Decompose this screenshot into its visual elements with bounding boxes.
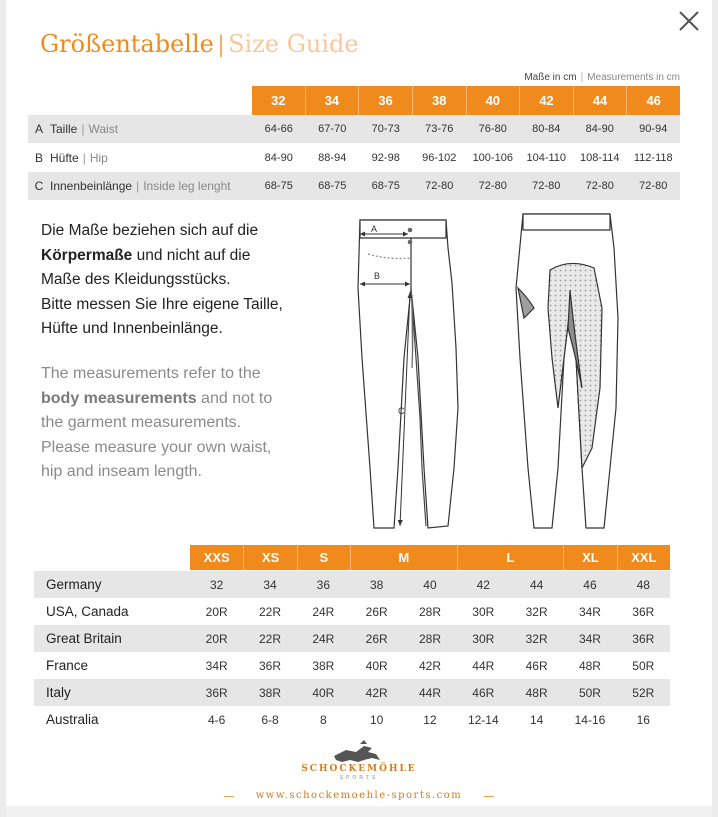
table-row-waist <box>28 115 680 143</box>
table-cell: 12 <box>423 712 437 727</box>
table-cell: 92-98 <box>371 152 400 164</box>
row-letter: B <box>34 151 43 165</box>
row-label: Innenbeinlänge | Inside leg lenght <box>50 179 231 193</box>
table-cell: 73-76 <box>425 123 454 135</box>
table-row-australia <box>34 706 670 733</box>
table-cell: 84-90 <box>264 152 293 164</box>
back-view-breeches <box>516 214 618 528</box>
table-cell: 24R <box>312 604 335 619</box>
table-cell: 90-94 <box>639 123 668 135</box>
table-cell: 14-16 <box>574 712 606 727</box>
table-cell: 38R <box>258 685 281 700</box>
table-cell: 40R <box>312 685 335 700</box>
table-row-italy <box>34 679 670 706</box>
conversion-header-row <box>190 545 670 570</box>
table-cell: 4-6 <box>207 712 226 727</box>
table-cell: 46R <box>472 685 495 700</box>
table-cell: 44R <box>418 685 441 700</box>
table-cell: 72-80 <box>532 180 561 192</box>
brand-name: SCHOCKEMÖHLE <box>301 764 417 774</box>
page-title <box>40 30 359 59</box>
table-cell: 72-80 <box>478 180 507 192</box>
table-cell: 40R <box>365 658 388 673</box>
table-cell: 20R <box>205 631 228 646</box>
table-cell: 44R <box>472 658 495 673</box>
table-cell: 50R <box>632 658 655 673</box>
instructions-english: The measurements refer to the body measurements and not to the garment measurements. Please measure your own waist, hip and inseam length. <box>41 365 273 480</box>
table-cell: 28R <box>418 604 441 619</box>
table-cell: 72-80 <box>639 180 668 192</box>
diagram-label-c: C <box>398 406 405 416</box>
table-cell: 24R <box>312 631 335 646</box>
units-german: Maße in cm <box>524 72 577 83</box>
conversion-header-cell: XXL <box>617 545 670 570</box>
conversion-header-cell: XL <box>563 545 616 570</box>
table-row-great-britain <box>34 625 670 652</box>
table-cell: 46 <box>583 577 597 592</box>
table-cell: 32R <box>525 631 548 646</box>
table-cell: 36R <box>205 685 228 700</box>
table-cell: 34 <box>263 577 277 592</box>
table-cell: 76-80 <box>478 123 507 135</box>
table-cell: 80-84 <box>532 123 561 135</box>
table-cell: 48R <box>578 658 601 673</box>
size-header-row <box>252 86 680 115</box>
table-cell: 36R <box>632 631 655 646</box>
table-cell: 38 <box>369 577 384 592</box>
title-english: Size Guide <box>228 30 359 58</box>
table-cell: 28R <box>418 631 441 646</box>
table-cell: 52R <box>632 685 655 700</box>
table-cell: 12-14 <box>467 712 499 727</box>
country-label: USA, Canada <box>46 604 129 619</box>
country-label: Germany <box>46 577 102 592</box>
table-cell: 112-118 <box>633 152 673 164</box>
table-cell: 10 <box>369 712 384 727</box>
table-cell: 38R <box>312 658 335 673</box>
conversion-header-cell: L <box>457 545 564 570</box>
table-cell: 26R <box>365 604 388 619</box>
size-header-cell: 40 <box>466 86 520 115</box>
country-label: France <box>46 658 89 673</box>
size-header-cell: 42 <box>519 86 573 115</box>
table-cell: 30R <box>472 604 495 619</box>
diagram-label-a: A <box>371 224 378 234</box>
table-cell: 26R <box>365 631 388 646</box>
table-cell: 6-8 <box>261 712 279 727</box>
table-cell: 68-75 <box>264 180 293 192</box>
breeches-measurement-diagram <box>338 208 638 548</box>
table-row-inside-leg <box>28 172 680 200</box>
table-cell: 32 <box>209 577 224 592</box>
table-cell: 22R <box>258 631 281 646</box>
table-cell: 32R <box>525 604 548 619</box>
country-label: Australia <box>46 712 99 727</box>
size-header-cell: 38 <box>412 86 466 115</box>
table-row-usa-canada <box>34 598 670 625</box>
table-cell: 42R <box>418 658 441 673</box>
row-letter: C <box>34 179 44 193</box>
brand-subtitle: SPORTS <box>339 775 379 781</box>
table-cell: 36R <box>258 658 281 673</box>
table-cell: 100-106 <box>472 152 513 164</box>
table-cell: 44 <box>529 577 544 592</box>
table-cell: 48 <box>636 577 650 592</box>
row-label: Taille | Waist <box>50 122 119 136</box>
table-cell: 34R <box>578 604 601 619</box>
table-cell: 34R <box>205 658 228 673</box>
table-cell: 64-66 <box>264 123 293 135</box>
front-view-breeches <box>358 220 458 528</box>
table-cell: 108-114 <box>579 152 620 164</box>
size-header-cell: 34 <box>305 86 359 115</box>
table-cell: 70-73 <box>371 123 400 135</box>
table-cell: 84-90 <box>585 123 614 135</box>
units-note <box>524 72 680 83</box>
size-header-cell: 32 <box>271 93 286 108</box>
table-cell: 34R <box>578 631 601 646</box>
table-cell: 72-80 <box>585 180 614 192</box>
table-row-germany <box>34 571 670 598</box>
table-cell: 48R <box>525 685 548 700</box>
table-cell: 72-80 <box>425 180 454 192</box>
table-cell: 96-102 <box>422 152 457 164</box>
conversion-header-cell: XS <box>243 545 296 570</box>
units-english: Measurements in cm <box>587 72 680 83</box>
website-link[interactable]: www.schockemoehle-sports.com <box>234 790 484 801</box>
country-label: Italy <box>46 685 71 700</box>
title-separator: | <box>217 31 225 58</box>
conversion-header-cell: XXS <box>190 545 243 570</box>
table-cell: 50R <box>578 685 601 700</box>
units-separator: | <box>580 72 584 83</box>
table-cell: 42R <box>365 685 388 700</box>
table-cell: 88-94 <box>318 152 347 164</box>
diagram-label-b: B <box>374 271 381 281</box>
title-german: Größentabelle <box>40 30 214 58</box>
table-cell: 20R <box>205 604 228 619</box>
table-cell: 16 <box>636 712 650 727</box>
table-cell: 67-70 <box>318 123 347 135</box>
table-row-france <box>34 652 670 679</box>
table-cell: 22R <box>258 604 281 619</box>
row-letter: A <box>34 122 43 136</box>
table-cell: 30R <box>472 631 495 646</box>
size-header-cell: 44 <box>573 86 627 115</box>
table-cell: 42 <box>476 577 490 592</box>
table-cell: 36 <box>316 577 330 592</box>
table-cell: 68-75 <box>318 180 347 192</box>
size-header-cell: 36 <box>358 86 412 115</box>
table-cell: 46R <box>525 658 548 673</box>
instructions-german: Die Maße beziehen sich auf die Körpermaße und nicht auf die Maße des Kleidungsstücks. Bitte messen Sie Ihre eigene Taille, Hüfte und Innenbeinlänge. <box>41 222 283 337</box>
country-label: Great Britain <box>46 631 122 646</box>
table-cell: 68-75 <box>371 180 400 192</box>
table-cell: 40 <box>423 577 437 592</box>
table-cell: 8 <box>319 712 327 727</box>
row-label: Hüfte | Hip <box>50 151 108 165</box>
table-cell: 14 <box>529 712 544 727</box>
size-header-cell: 46 <box>626 86 680 115</box>
conversion-header-cell: S <box>297 545 350 570</box>
table-cell: 36R <box>632 604 655 619</box>
table-cell: 104-110 <box>526 152 567 164</box>
table-row-hip <box>28 144 680 172</box>
panel-bottom-strip <box>6 806 712 817</box>
close-icon[interactable] <box>678 10 700 32</box>
conversion-header-cell: M <box>350 545 457 570</box>
